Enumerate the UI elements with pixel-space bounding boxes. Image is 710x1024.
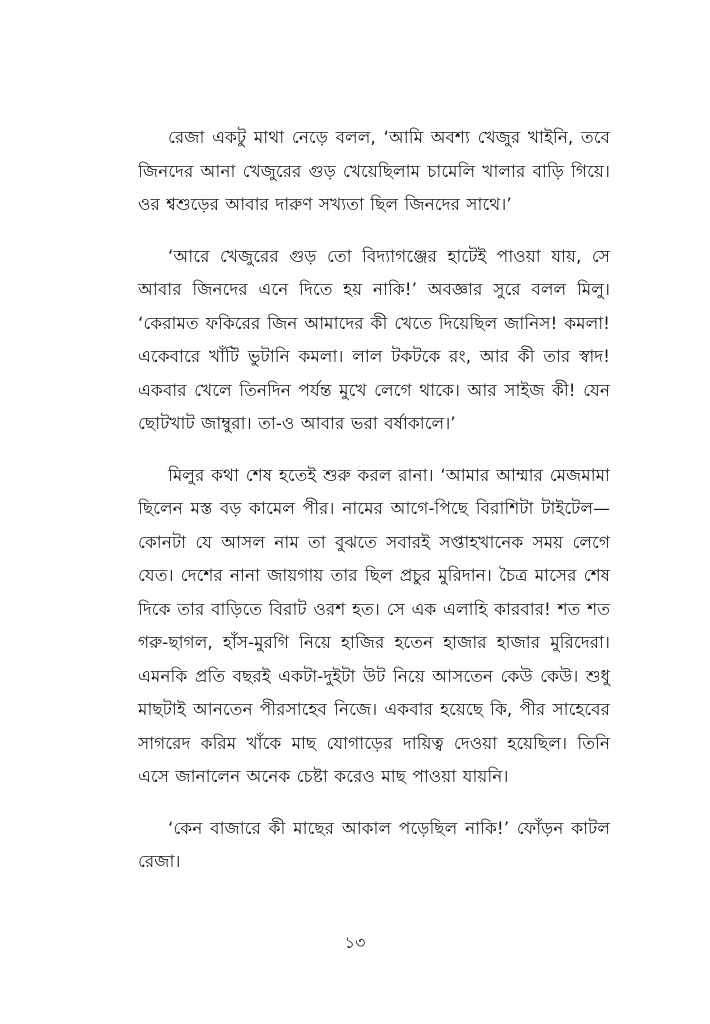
paragraph-3: মিলুর কথা শেষ হতেই শুরু করল রানা। ‘আমার আম্মার মেজমামা ছিলেন মস্ত বড় কামেল পীর। নামের আগে-পিছে বিরাশিটা টাইটেল—কোনটা যে আসল নাম তা বুঝতে সবারই সপ্তাহখানেক সময় লেগে যেত। দেশের নানা জায়গায় তার ছিল প্রচুর মুরিদান। চৈত্র মাসের শেষ দিকে তার বাড়িতে বিরাট ওরশ হত। সে এক এলাহি কারবার! শত শত গরু-ছাগল, হাঁস-মুরগি নিয়ে হাজির হতেন হাজার হাজার মুরিদেরা। এমনকি প্রতি বছরই একটা-দুইটা উট নিয়ে আসতেন কেউ কেউ। শুধু মাছটাই আনতেন পীরসাহেব নিজে। একবার হয়েছে কি, পীর সাহেবের সাগরেদ করিম খাঁকে মাছ যোগাড়ের দায়িত্ব দেওয়া হয়েছিল। তিনি এসে জানালেন অনেক চেষ্টা করেও মাছ পাওয়া যায়নি। (138, 465, 610, 787)
paragraph-2: ‘আরে খেজুরের গুড় তো বিদ্যাগঞ্জের হাটেই পাওয়া যায়, সে আবার জিনদের এনে দিতে হয় নাকি!’ অবজ্ঞার সুরে বলল মিলু। ‘কেরামত ফকিরের জিন আমাদের কী খেতে দিয়েছিল জানিস! কমলা! একেবারে খাঁটি ভুটানি কমলা। লাল টকটকে রং, আর কী তার স্বাদ! একবার খেলে তিনদিন পর্যন্ত মুখে লেগে থাকে। আর সাইজ কী! যেন ছোটখাট জাম্বুরা। তা-ও আবার ভরা বর্ষাকালে।’ (138, 246, 610, 434)
paragraph-1: রেজা একটু মাথা নেড়ে বলল, ‘আমি অবশ্য খেজুর খাইনি, তবে জিনদের আনা খেজুরের গুড় খেয়েছিলাম চামেলি খালার বাড়ি গিয়ে। ওর শ্বশুড়ের আবার দারুণ সখ্যতা ছিল জিনদের সাথে।’ (138, 128, 610, 215)
paragraph-4: ‘কেন বাজারে কী মাছের আকাল পড়েছিল নাকি!’ ফোঁড়ন কাটল রেজা। (138, 818, 610, 872)
page-number: ১৩ (344, 933, 366, 952)
body-text (138, 122, 610, 898)
